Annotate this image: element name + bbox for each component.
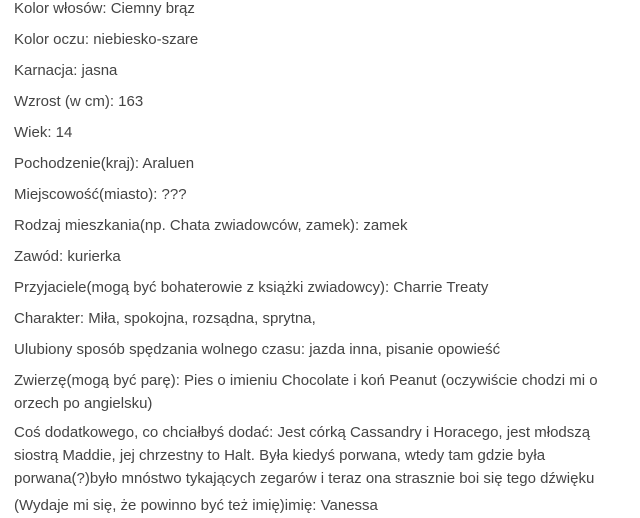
eye-color-line: Kolor oczu: niebiesko-szare — [14, 31, 199, 48]
occupation-line: Zawód: kurierka — [14, 248, 121, 265]
age-line: Wiek: 14 — [14, 124, 73, 141]
height-line: Wzrost (w cm): 163 — [14, 93, 144, 110]
complexion-line: Karnacja: jasna — [14, 62, 118, 79]
friends-line: Przyjaciele(mogą być bohaterowie z książki zwiadowcy): Charrie Treaty — [14, 279, 489, 296]
hair-color-line: Kolor włosów: Ciemny brąz — [14, 0, 195, 17]
extra-info-paragraph: Coś dodatkowego, co chciałbyś dodać: Jest córką Cassandry i Horacego, jest młodszą siostrą Maddie, jej chrzestny to Halt. Była kiedyś porwana, wtedy tam gdzie była porwana(?)było mnóstwo tykających zegarów i teraz ona strasznie boi się tego dźwięku — [14, 424, 595, 487]
character-line: Charakter: Miła, spokojna, rozsądna, sprytna, — [14, 310, 316, 327]
animals-paragraph: Zwierzę(mogą być parę): Pies o imieniu Chocolate i koń Peanut (oczywiście chodzi mi o orzech po angielsku) — [14, 372, 598, 412]
origin-line: Pochodzenie(kraj): Araluen — [14, 155, 195, 172]
town-line: Miejscowość(miasto): ??? — [14, 186, 187, 203]
hobby-line: Ulubiony sposób spędzania wolnego czasu: jazda inna, pisanie opowieść — [14, 341, 501, 358]
name-line: (Wydaje mi się, że powinno być też imię)imię: Vanessa — [14, 497, 378, 514]
residence-line: Rodzaj mieszkania(np. Chata zwiadowców, zamek): zamek — [14, 217, 408, 234]
